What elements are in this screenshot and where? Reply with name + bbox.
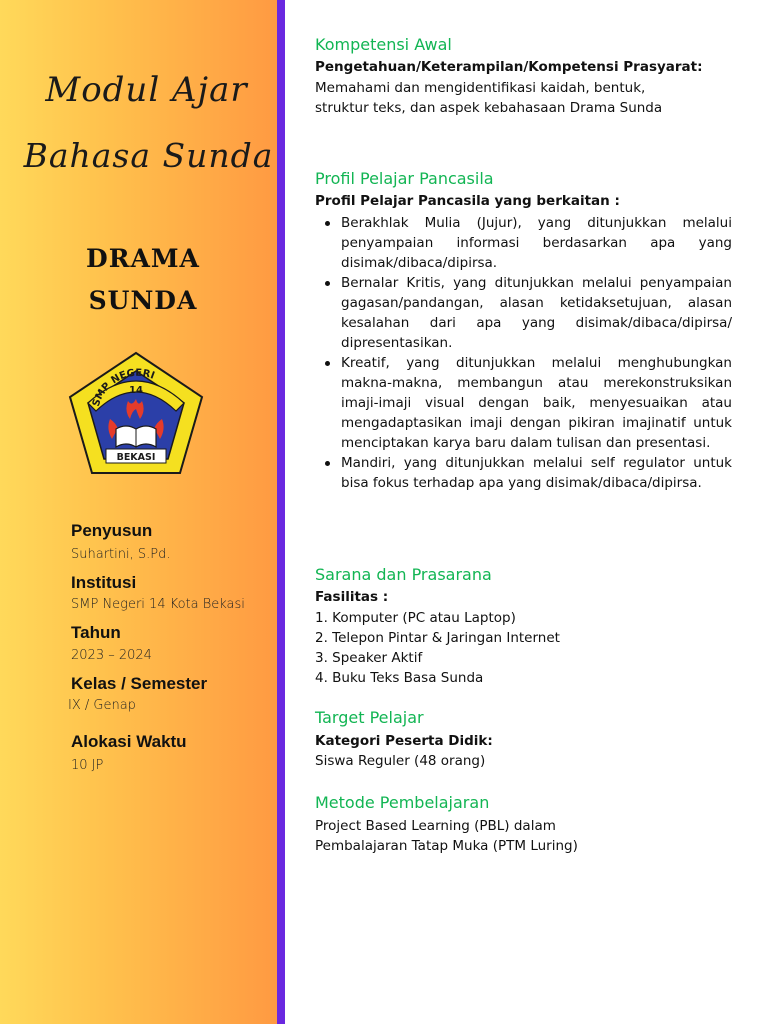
school-logo	[66, 349, 206, 479]
list-item: Bernalar Kritis, yang ditunjukkan melalui penyampaian gagasan/pandangan, alasan ketidaksetujuan, alasan kesalahan dari apa yang disimak/dibaca/dipirsa/ dipresentasikan.	[315, 273, 732, 353]
heading-metode-pembelajaran: Metode Pembelajaran	[315, 793, 490, 812]
time-allocation-value: 10 JP	[71, 758, 104, 773]
fasilitas-list	[315, 608, 735, 688]
target-subheading: Kategori Peserta Didik:	[315, 733, 493, 749]
logo-bottom-text: BEKASI	[116, 452, 156, 463]
institution-value: SMP Negeri 14 Kota Bekasi	[71, 597, 245, 612]
institution-label: Institusi	[71, 573, 137, 592]
list-item: 1. Komputer (PC atau Laptop)	[315, 610, 516, 626]
profil-bullet-list	[315, 213, 732, 493]
topic-title-line1: DRAMA	[86, 244, 200, 273]
heading-profil-pelajar: Profil Pelajar Pancasila	[315, 169, 494, 188]
year-label: Tahun	[71, 623, 121, 642]
class-semester-value: IX / Genap	[68, 698, 136, 713]
heading-sarana-prasarana: Sarana dan Prasarana	[315, 565, 492, 584]
list-item: 2. Telepon Pintar & Jaringan Internet	[315, 630, 560, 646]
profil-subheading: Profil Pelajar Pancasila yang berkaitan :	[315, 193, 620, 209]
logo-top-text: SMP NEGERI	[90, 367, 156, 408]
class-semester-label: Kelas / Semester	[71, 674, 208, 693]
metode-text-line2: Pembalajaran Tatap Muka (PTM Luring)	[315, 838, 578, 854]
fasilitas-subheading: Fasilitas :	[315, 589, 389, 605]
list-item: 4. Buku Teks Basa Sunda	[315, 670, 484, 686]
module-title-line2: Bahasa Sunda	[23, 136, 274, 175]
heading-target-pelajar: Target Pelajar	[315, 708, 424, 727]
heading-kompetensi-awal: Kompetensi Awal	[315, 35, 452, 54]
author-value: Suhartini, S.Pd.	[71, 547, 171, 562]
logo-number: 14	[129, 385, 143, 396]
kompetensi-subheading: Pengetahuan/Keterampilan/Kompetensi Prasyarat:	[315, 59, 703, 75]
list-item: Kreatif, yang ditunjukkan melalui menghubungkan makna-makna, membangun atau merekonstruksikan imaji-imaji visual dengan baik, menyesuaikan atau mengadaptasikan imaji dengan pikiran imajinatif untuk menciptakan karya baru dalam tulisan dan presentasi.	[315, 353, 732, 453]
time-allocation-label: Alokasi Waktu	[71, 732, 187, 751]
author-label: Penyusun	[71, 521, 153, 540]
module-title-line1: Modul Ajar	[45, 70, 248, 110]
list-item: Mandiri, yang ditunjukkan melalui self regulator untuk bisa fokus terhadap apa yang disimak/dibaca/dipirsa.	[315, 453, 732, 493]
list-item: Berakhlak Mulia (Jujur), yang ditunjukkan melalui penyampaian informasi berdasarkan apa yang disimak/dibaca/dipirsa.	[315, 213, 732, 273]
metode-text-line1: Project Based Learning (PBL) dalam	[315, 818, 556, 834]
list-item: 3. Speaker Aktif	[315, 650, 423, 666]
topic-title-line2: SUNDA	[88, 286, 198, 315]
kompetensi-text-line2: struktur teks, dan aspek kebahasaan Drama Sunda	[315, 100, 663, 116]
target-text: Siswa Reguler (48 orang)	[315, 753, 486, 769]
year-value: 2023 – 2024	[71, 648, 152, 663]
kompetensi-text-line1: Memahami dan mengidentifikasi kaidah, bentuk,	[315, 80, 646, 96]
